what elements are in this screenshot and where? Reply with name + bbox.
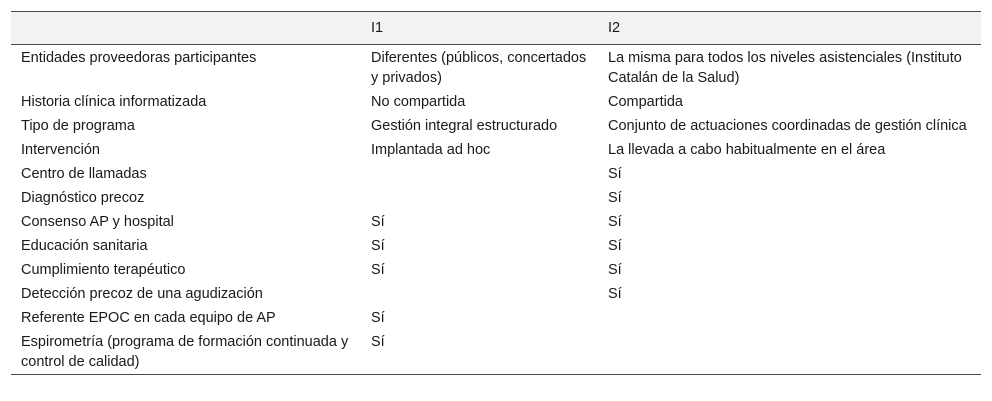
i2-cell: Sí (608, 166, 622, 182)
i1-cell (361, 186, 598, 210)
header-cell-i1: I1 (371, 20, 384, 36)
table-row (11, 138, 981, 162)
row-label-cell: Espirometría (programa de formación continuada y control de calidad) (21, 334, 349, 370)
row-label-cell: Referente EPOC en cada equipo de AP (21, 310, 276, 326)
row-label-cell: Diagnóstico precoz (21, 190, 145, 206)
i1-cell: Sí (371, 310, 385, 326)
row-label-cell: Intervención (21, 142, 100, 158)
i1-cell: No compartida (371, 94, 466, 110)
i1-cell: Sí (371, 334, 385, 350)
table-row (11, 114, 981, 138)
i1-cell: Gestión integral estructurado (371, 118, 558, 134)
comparison-table-container (11, 11, 981, 375)
comparison-table (11, 11, 981, 375)
i1-cell: Sí (371, 238, 385, 254)
i2-cell: Sí (608, 286, 622, 302)
i1-cell (361, 282, 598, 306)
i2-cell: Sí (608, 262, 622, 278)
table-row (11, 234, 981, 258)
table-row (11, 186, 981, 210)
table-row (11, 90, 981, 114)
header-cell-i2: I2 (608, 20, 621, 36)
row-label-cell: Entidades proveedoras participantes (21, 50, 257, 66)
row-label-cell: Tipo de programa (21, 118, 135, 134)
i2-cell: Sí (608, 190, 622, 206)
table-row (11, 306, 981, 330)
row-label-cell: Educación sanitaria (21, 238, 148, 254)
header-row (11, 12, 981, 45)
row-label-cell: Centro de llamadas (21, 166, 147, 182)
i1-cell: Implantada ad hoc (371, 142, 491, 158)
i1-cell: Sí (371, 214, 385, 230)
i2-cell: La llevada a cabo habitualmente en el área (608, 142, 886, 158)
i2-cell: Conjunto de actuaciones coordinadas de gestión clínica (608, 118, 967, 134)
i2-cell: Sí (608, 214, 622, 230)
i1-cell: Diferentes (públicos, concertados y privados) (371, 50, 587, 86)
table-row (11, 210, 981, 234)
table-row (11, 258, 981, 282)
i2-cell: Sí (608, 238, 622, 254)
table-row (11, 282, 981, 306)
i2-cell (598, 330, 981, 375)
i2-cell: Compartida (608, 94, 683, 110)
table-body (11, 45, 981, 375)
table-row (11, 330, 981, 375)
table-header (11, 12, 981, 45)
i1-cell (361, 162, 598, 186)
table-row (11, 45, 981, 91)
header-cell-feature (11, 12, 361, 45)
row-label-cell: Cumplimiento terapéutico (21, 262, 186, 278)
i2-cell: La misma para todos los niveles asistenciales (Instituto Catalán de la Salud) (608, 50, 962, 86)
row-label-cell: Detección precoz de una agudización (21, 286, 263, 302)
row-label-cell: Historia clínica informatizada (21, 94, 207, 110)
row-label-cell: Consenso AP y hospital (21, 214, 174, 230)
i2-cell (598, 306, 981, 330)
table-row (11, 162, 981, 186)
i1-cell: Sí (371, 262, 385, 278)
